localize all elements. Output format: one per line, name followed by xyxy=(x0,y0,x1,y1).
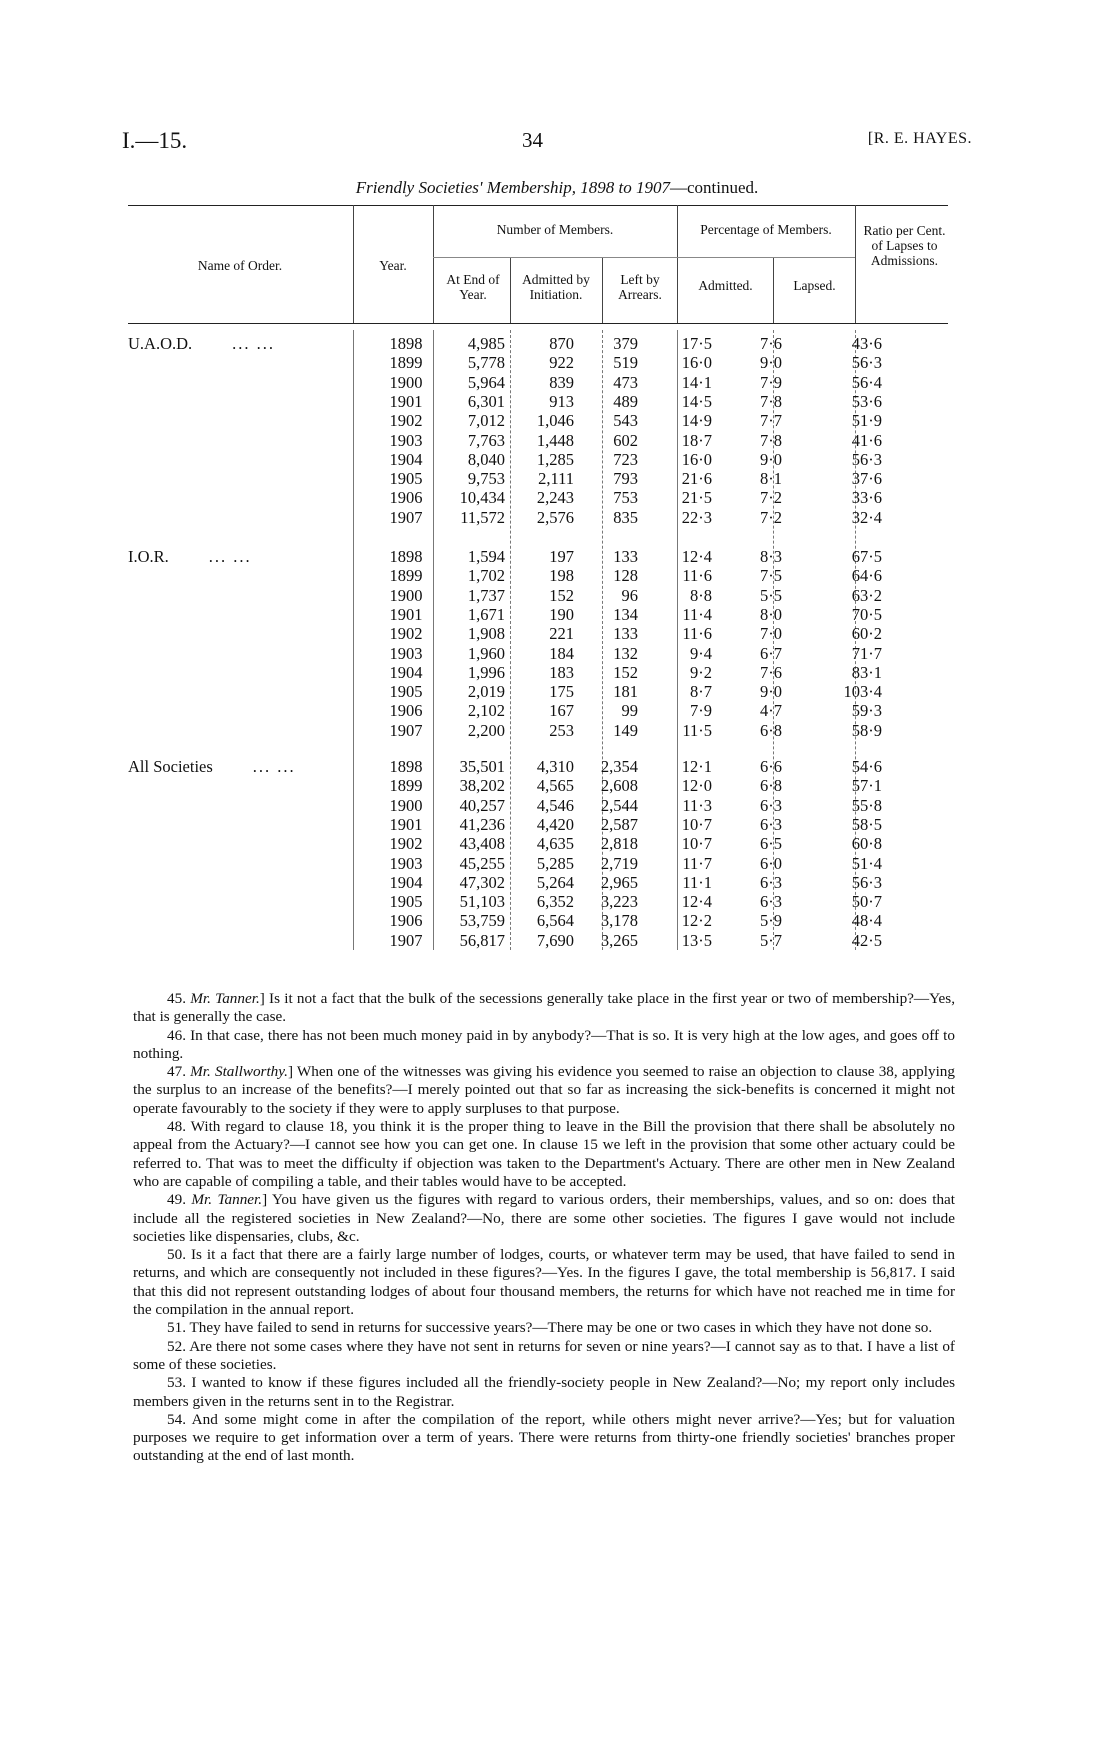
cell-year: 1898 xyxy=(389,757,423,776)
cell-at-end: 1,737 xyxy=(467,585,505,605)
cell-admitted-by-initiation: 1,448 xyxy=(536,430,574,450)
cell-year: 1900 xyxy=(389,795,423,815)
cell-at-end: 35,501 xyxy=(459,757,505,776)
cell-ratio: 57·1 xyxy=(851,776,882,796)
cell-ratio: 50·7 xyxy=(851,892,882,912)
cell-year: 1905 xyxy=(389,469,423,489)
cell-at-end: 43,408 xyxy=(459,834,505,854)
cell-pct-admitted: 12·2 xyxy=(681,911,712,931)
cell-admitted-by-initiation: 7,690 xyxy=(536,930,574,950)
cell-year: 1903 xyxy=(389,853,423,873)
order-name-text: I.O.R. xyxy=(128,547,169,566)
cell-pct-admitted: 7·9 xyxy=(690,701,712,721)
cell-pct-admitted: 12·1 xyxy=(681,757,712,776)
page-number: 34 xyxy=(522,128,543,152)
cell-pct-lapsed: 6·3 xyxy=(760,814,782,834)
cell-year: 1905 xyxy=(389,682,423,702)
question-paragraph xyxy=(133,1191,955,1246)
cell-year: 1901 xyxy=(389,604,423,624)
cell-admitted-by-initiation: 913 xyxy=(549,391,574,411)
cell-left-by-arrears: 519 xyxy=(613,353,638,373)
cell-at-end: 53,759 xyxy=(459,911,505,931)
cell-pct-lapsed: 6·8 xyxy=(760,776,782,796)
paragraph-lead: 54. And some might come in after the compilation of the report, while others might never arrive?—Yes; but for valuation purposes we require to get information over a term of years. There were returns from thirty-one friendly societies' branches proper outstanding at the end of last month. xyxy=(133,1410,955,1465)
cell-ratio: 56·3 xyxy=(851,353,882,373)
cell-year: 1903 xyxy=(389,430,423,450)
cell-left-by-arrears: 149 xyxy=(613,720,638,740)
cell-left-by-arrears: 96 xyxy=(621,585,638,605)
cell-at-end: 6,301 xyxy=(467,391,505,411)
cell-pct-admitted: 16·0 xyxy=(681,353,712,373)
table-row xyxy=(122,431,952,450)
page-header xyxy=(122,128,972,158)
cell-ratio: 56·3 xyxy=(851,872,882,892)
cell-admitted-by-initiation: 2,243 xyxy=(536,488,574,508)
question-paragraph xyxy=(133,1063,955,1118)
cell-year: 1902 xyxy=(389,411,423,431)
leader-dots: ... ... xyxy=(232,334,276,353)
cell-pct-admitted: 11·6 xyxy=(682,566,712,586)
col-header-ratio: Ratio per Cent. of Lapses to Admissions. xyxy=(863,223,946,268)
cell-pct-admitted: 9·4 xyxy=(690,643,712,663)
cell-at-end: 1,702 xyxy=(467,566,505,586)
order-name-text: U.A.O.D. xyxy=(128,334,193,353)
cell-left-by-arrears: 2,965 xyxy=(600,872,638,892)
cell-pct-lapsed: 8·3 xyxy=(760,547,782,566)
cell-left-by-arrears: 132 xyxy=(613,643,638,663)
cell-pct-lapsed: 7·5 xyxy=(760,566,782,586)
question-paragraph xyxy=(133,1319,955,1337)
col-header-lapsed: Lapsed. xyxy=(793,278,836,293)
cell-ratio: 60·8 xyxy=(851,834,882,854)
cell-pct-lapsed: 5·9 xyxy=(760,911,782,931)
cell-pct-lapsed: 8·0 xyxy=(760,604,782,624)
cell-admitted-by-initiation: 4,310 xyxy=(536,757,574,776)
question-paragraph xyxy=(133,1411,955,1466)
cell-left-by-arrears: 181 xyxy=(613,682,638,702)
cell-admitted-by-initiation: 184 xyxy=(549,643,574,663)
table-row xyxy=(122,663,952,682)
cell-year: 1901 xyxy=(389,391,423,411)
cell-admitted-by-initiation: 5,285 xyxy=(536,853,574,873)
col-header-name: Name of Order. xyxy=(197,258,283,273)
cell-pct-lapsed: 7·0 xyxy=(760,624,782,644)
cell-pct-admitted: 11·5 xyxy=(682,720,712,740)
cell-admitted-by-initiation: 221 xyxy=(549,624,574,644)
cell-at-end: 1,996 xyxy=(467,662,505,682)
cell-left-by-arrears: 723 xyxy=(613,449,638,469)
cell-at-end: 9,753 xyxy=(467,469,505,489)
cell-year: 1898 xyxy=(389,334,423,353)
paragraph-lead: 50. Is it a fact that there are a fairly large number of lodges, courts, or whatever term may be used, that have failed to send in returns, and which are consequently not included in these figures?—Yes. In the figures I gave, the total membership is 56,817. I said that this did not represent outstanding lodges of about four thousand members, the returns for which have not reached me in time for the compilation in the annual report. xyxy=(133,1246,955,1319)
cell-at-end: 7,012 xyxy=(467,411,505,431)
cell-ratio: 43·6 xyxy=(851,334,882,353)
cell-pct-lapsed: 7·8 xyxy=(760,430,782,450)
cell-year: 1906 xyxy=(389,701,423,721)
cell-year: 1904 xyxy=(389,662,423,682)
cell-year: 1904 xyxy=(389,449,423,469)
cell-pct-lapsed: 4·7 xyxy=(760,701,782,721)
cell-at-end: 1,671 xyxy=(467,604,505,624)
table-row xyxy=(122,911,952,930)
cell-admitted-by-initiation: 4,420 xyxy=(536,814,574,834)
table-caption-tail: —continued. xyxy=(670,178,759,197)
cell-left-by-arrears: 2,544 xyxy=(600,795,638,815)
paper-reference: I.—15. xyxy=(122,128,188,153)
cell-at-end: 2,019 xyxy=(467,682,505,702)
cell-ratio: 58·9 xyxy=(851,720,882,740)
cell-ratio: 51·9 xyxy=(851,411,882,431)
cell-year: 1899 xyxy=(389,353,423,373)
cell-ratio: 53·6 xyxy=(851,391,882,411)
cell-left-by-arrears: 473 xyxy=(613,372,638,392)
table-row xyxy=(122,508,952,527)
cell-year: 1899 xyxy=(389,776,423,796)
cell-pct-admitted: 12·4 xyxy=(681,892,712,912)
cell-left-by-arrears: 489 xyxy=(613,391,638,411)
table-row xyxy=(122,624,952,643)
cell-admitted-by-initiation: 6,564 xyxy=(536,911,574,931)
cell-at-end: 47,302 xyxy=(459,872,505,892)
cell-pct-lapsed: 6·6 xyxy=(760,757,782,776)
cell-at-end: 5,964 xyxy=(467,372,505,392)
cell-ratio: 103·4 xyxy=(843,682,882,702)
cell-pct-lapsed: 7·6 xyxy=(760,334,782,353)
table-row xyxy=(122,721,952,740)
cell-ratio: 63·2 xyxy=(851,585,882,605)
cell-at-end: 1,960 xyxy=(467,643,505,663)
header-subrule xyxy=(433,257,677,258)
cell-pct-lapsed: 6·5 xyxy=(760,834,782,854)
cell-ratio: 64·6 xyxy=(851,566,882,586)
table-row xyxy=(122,605,952,624)
cell-ratio: 56·3 xyxy=(851,449,882,469)
table-row xyxy=(122,854,952,873)
cell-left-by-arrears: 152 xyxy=(613,662,638,682)
cell-left-by-arrears: 753 xyxy=(613,488,638,508)
cell-pct-admitted: 9·2 xyxy=(690,662,712,682)
cell-at-end: 1,594 xyxy=(467,547,505,566)
cell-left-by-arrears: 2,354 xyxy=(600,757,638,776)
order-name-text: All Societies xyxy=(128,757,213,776)
cell-left-by-arrears: 3,265 xyxy=(600,930,638,950)
cell-year: 1901 xyxy=(389,814,423,834)
cell-pct-lapsed: 7·9 xyxy=(760,372,782,392)
table-row xyxy=(122,776,952,795)
cell-year: 1902 xyxy=(389,834,423,854)
cell-ratio: 56·4 xyxy=(851,372,882,392)
cell-pct-lapsed: 7·7 xyxy=(760,411,782,431)
cell-pct-lapsed: 7·2 xyxy=(760,507,782,527)
paragraph-lead: 52. Are there not some cases where they have not sent in returns for seven or nine years?—I cannot say as to that. I have a list of some of these societies. xyxy=(133,1337,955,1373)
cell-pct-lapsed: 9·0 xyxy=(760,353,782,373)
cell-year: 1906 xyxy=(389,911,423,931)
paragraph-text: ] When one of the witnesses was giving his evidence you seemed to raise an objection to clause 38, applying the surplus to an increase of the benefits?—I merely pointed out that so far as increasing the sick-benefits is concerned it might not operate favourably to the society if they were to apply surpluses to that purpose. xyxy=(133,1063,955,1117)
cell-left-by-arrears: 128 xyxy=(613,566,638,586)
table-row xyxy=(122,334,952,353)
cell-admitted-by-initiation: 5,264 xyxy=(536,872,574,892)
cell-ratio: 58·5 xyxy=(851,814,882,834)
table-header-rule xyxy=(128,323,948,324)
cell-left-by-arrears: 543 xyxy=(613,411,638,431)
header-divider xyxy=(855,205,856,323)
cell-year: 1900 xyxy=(389,372,423,392)
cell-admitted-by-initiation: 190 xyxy=(549,604,574,624)
cell-pct-lapsed: 6·7 xyxy=(760,643,782,663)
table-row xyxy=(122,892,952,911)
cell-ratio: 67·5 xyxy=(851,547,882,566)
table-row xyxy=(122,488,952,507)
cell-admitted-by-initiation: 922 xyxy=(549,353,574,373)
paragraph-lead: 53. I wanted to know if these figures included all the friendly-society people in New Zealand?—No; my report only includes members given in the returns sent in to the Registrar. xyxy=(133,1374,955,1410)
cell-at-end: 2,200 xyxy=(467,720,505,740)
cell-left-by-arrears: 2,719 xyxy=(600,853,638,873)
cell-pct-lapsed: 6·3 xyxy=(760,892,782,912)
cell-pct-lapsed: 6·3 xyxy=(760,795,782,815)
cell-pct-lapsed: 7·6 xyxy=(760,662,782,682)
cell-at-end: 2,102 xyxy=(467,701,505,721)
cell-ratio: 70·5 xyxy=(851,604,882,624)
cell-ratio: 37·6 xyxy=(851,469,882,489)
cell-ratio: 32·4 xyxy=(851,507,882,527)
cell-year: 1899 xyxy=(389,566,423,586)
cell-admitted-by-initiation: 1,285 xyxy=(536,449,574,469)
cell-pct-lapsed: 5·5 xyxy=(760,585,782,605)
cell-pct-lapsed: 9·0 xyxy=(760,682,782,702)
cell-pct-admitted: 10·7 xyxy=(681,814,712,834)
cell-left-by-arrears: 835 xyxy=(613,507,638,527)
cell-pct-admitted: 16·0 xyxy=(681,449,712,469)
cell-year: 1900 xyxy=(389,585,423,605)
speaker-name: Mr. Tanner. xyxy=(190,990,260,1007)
cell-left-by-arrears: 133 xyxy=(613,547,638,566)
col-header-left-by-arrears: Left by Arrears. xyxy=(618,272,662,302)
cell-pct-admitted: 10·7 xyxy=(681,834,712,854)
table-top-rule xyxy=(128,205,948,206)
cell-left-by-arrears: 133 xyxy=(613,624,638,644)
cell-at-end: 40,257 xyxy=(459,795,505,815)
cell-year: 1907 xyxy=(389,507,423,527)
question-paragraph xyxy=(133,1374,955,1411)
cell-year: 1905 xyxy=(389,892,423,912)
cell-left-by-arrears: 2,608 xyxy=(600,776,638,796)
leader-dots: ... ... xyxy=(252,757,296,776)
cell-pct-admitted: 17·5 xyxy=(681,334,712,353)
cell-ratio: 59·3 xyxy=(851,701,882,721)
table-row xyxy=(122,469,952,488)
paragraph-lead: 48. With regard to clause 18, you think it is the proper thing to leave in the Bill the provision that there shall be absolutely no appeal from the Actuary?—I cannot see how you can get one. In clause 15 we left in the provision that some other actuary could be referred to. That was to meet the difficulty if objection was taken to the Department's Actuary. There are other men in New Zealand who are capable of compiling a table, and their tables would have to be accepted. xyxy=(133,1118,955,1190)
cell-at-end: 5,778 xyxy=(467,353,505,373)
cell-left-by-arrears: 134 xyxy=(613,604,638,624)
header-divider xyxy=(353,205,354,323)
table-row xyxy=(122,353,952,372)
cell-at-end: 56,817 xyxy=(459,930,505,950)
cell-admitted-by-initiation: 4,565 xyxy=(536,776,574,796)
cell-pct-admitted: 11·3 xyxy=(682,795,712,815)
header-subrule xyxy=(677,257,855,258)
witness-name: [R. E. HAYES. xyxy=(867,130,972,147)
speaker-name: Mr. Stallworthy. xyxy=(190,1063,288,1081)
cell-admitted-by-initiation: 167 xyxy=(549,701,574,721)
cell-ratio: 42·5 xyxy=(851,930,882,950)
cell-pct-admitted: 21·6 xyxy=(681,469,712,489)
speaker-name: Mr. Tanner. xyxy=(191,1191,263,1209)
table-row xyxy=(122,815,952,834)
cell-admitted-by-initiation: 197 xyxy=(549,547,574,566)
cell-pct-admitted: 11·6 xyxy=(682,624,712,644)
cell-admitted-by-initiation: 198 xyxy=(549,566,574,586)
cell-pct-admitted: 21·5 xyxy=(681,488,712,508)
cell-left-by-arrears: 99 xyxy=(621,701,638,721)
table-row xyxy=(122,701,952,720)
col-header-year: Year. xyxy=(379,258,407,273)
cell-ratio: 41·6 xyxy=(851,430,882,450)
cell-ratio: 51·4 xyxy=(851,853,882,873)
cell-at-end: 41,236 xyxy=(459,814,505,834)
table-caption-title: Friendly Societies' Membership, 1898 to 1907 xyxy=(355,178,670,197)
cell-year: 1902 xyxy=(389,624,423,644)
cell-pct-admitted: 11·1 xyxy=(682,872,712,892)
table-row xyxy=(122,450,952,469)
paragraph-text: ] Is it not a fact that the bulk of the secessions generally take place in the first year or two of membership?—Yes, that is generally the case. xyxy=(133,990,955,1026)
cell-year: 1903 xyxy=(389,643,423,663)
cell-admitted-by-initiation: 4,546 xyxy=(536,795,574,815)
cell-pct-admitted: 11·7 xyxy=(682,853,712,873)
cell-year: 1904 xyxy=(389,872,423,892)
table-row xyxy=(122,392,952,411)
cell-pct-lapsed: 6·0 xyxy=(760,853,782,873)
question-paragraph xyxy=(133,1246,955,1319)
cell-left-by-arrears: 3,223 xyxy=(600,892,638,912)
cell-pct-admitted: 14·9 xyxy=(681,411,712,431)
cell-at-end: 4,985 xyxy=(467,334,505,353)
cell-year: 1906 xyxy=(389,488,423,508)
cell-pct-admitted: 11·4 xyxy=(682,604,712,624)
leader-dots: ... ... xyxy=(208,547,252,566)
cell-pct-admitted: 14·1 xyxy=(681,372,712,392)
cell-ratio: 60·2 xyxy=(851,624,882,644)
table-row xyxy=(122,682,952,701)
cell-ratio: 54·6 xyxy=(851,757,882,776)
cell-pct-lapsed: 6·3 xyxy=(760,872,782,892)
cell-at-end: 45,255 xyxy=(459,853,505,873)
cell-admitted-by-initiation: 2,576 xyxy=(536,507,574,527)
cell-admitted-by-initiation: 4,635 xyxy=(536,834,574,854)
cell-at-end: 1,908 xyxy=(467,624,505,644)
cell-ratio: 33·6 xyxy=(851,488,882,508)
cell-pct-lapsed: 5·7 xyxy=(760,930,782,950)
table-row xyxy=(122,373,952,392)
cell-left-by-arrears: 2,818 xyxy=(600,834,638,854)
table-row xyxy=(122,644,952,663)
col-header-admitted: Admitted. xyxy=(698,278,753,293)
cell-pct-lapsed: 7·2 xyxy=(760,488,782,508)
cell-at-end: 38,202 xyxy=(459,776,505,796)
table-row xyxy=(122,873,952,892)
table-row xyxy=(122,411,952,430)
cell-year: 1907 xyxy=(389,930,423,950)
paragraph-lead: 51. They have failed to send in returns for successive years?—There may be one or two cases in which they have not done so. xyxy=(167,1319,933,1337)
cell-admitted-by-initiation: 2,111 xyxy=(538,469,574,489)
paragraph-lead: 46. In that case, there has not been much money paid in by anybody?—That is so. It is very high at the low ages, and goes off to nothing. xyxy=(133,1026,955,1062)
cell-pct-lapsed: 9·0 xyxy=(760,449,782,469)
col-header-number-of-members: Number of Members. xyxy=(496,222,614,237)
cell-at-end: 51,103 xyxy=(459,892,505,912)
cell-ratio: 55·8 xyxy=(851,795,882,815)
evidence-text xyxy=(133,990,955,1466)
cell-admitted-by-initiation: 6,352 xyxy=(536,892,574,912)
question-paragraph xyxy=(133,1027,955,1064)
paragraph-lead: 47. xyxy=(167,1063,191,1081)
cell-ratio: 48·4 xyxy=(851,911,882,931)
paragraph-text: ] You have given us the figures with regard to various orders, their memberships, values, and so on: does that include all the registered societies in New Zealand?—No, there are some other societies. The figures I gave would not include societies like dispensaries, clubs, &c. xyxy=(133,1191,956,1245)
cell-pct-admitted: 18·7 xyxy=(681,430,712,450)
cell-left-by-arrears: 3,178 xyxy=(600,911,638,931)
question-paragraph xyxy=(133,990,955,1027)
cell-at-end: 7,763 xyxy=(467,430,505,450)
cell-left-by-arrears: 379 xyxy=(613,334,638,353)
col-header-at-end: At End of Year. xyxy=(446,272,500,302)
cell-left-by-arrears: 602 xyxy=(613,430,638,450)
cell-year: 1907 xyxy=(389,720,423,740)
cell-admitted-by-initiation: 175 xyxy=(549,682,574,702)
question-paragraph xyxy=(133,1338,955,1375)
table-row xyxy=(122,931,952,950)
cell-year: 1898 xyxy=(389,547,423,566)
cell-at-end: 8,040 xyxy=(467,449,505,469)
cell-at-end: 11,572 xyxy=(460,507,505,527)
cell-pct-admitted: 14·5 xyxy=(681,391,712,411)
cell-pct-admitted: 22·3 xyxy=(681,507,712,527)
table-row xyxy=(122,566,952,585)
cell-pct-lapsed: 7·8 xyxy=(760,391,782,411)
question-paragraph xyxy=(133,1118,955,1191)
table-row xyxy=(122,834,952,853)
cell-pct-admitted: 8·7 xyxy=(690,682,712,702)
paragraph-lead: 45. xyxy=(167,990,191,1007)
cell-pct-admitted: 12·0 xyxy=(681,776,712,796)
cell-pct-admitted: 12·4 xyxy=(681,547,712,566)
cell-pct-admitted: 13·5 xyxy=(681,930,712,950)
table-row xyxy=(122,547,952,566)
table-row xyxy=(122,757,952,776)
paragraph-lead: 49. xyxy=(167,1191,192,1209)
cell-admitted-by-initiation: 183 xyxy=(549,662,574,682)
col-header-percentage-of-members: Percentage of Members. xyxy=(700,222,832,237)
cell-admitted-by-initiation: 839 xyxy=(549,372,574,392)
cell-pct-lapsed: 8·1 xyxy=(760,469,782,489)
cell-admitted-by-initiation: 152 xyxy=(549,585,574,605)
cell-ratio: 71·7 xyxy=(851,643,882,663)
cell-pct-admitted: 8·8 xyxy=(690,585,712,605)
table-caption xyxy=(0,178,1114,198)
cell-left-by-arrears: 2,587 xyxy=(600,814,638,834)
col-header-admitted-by-initiation: Admitted by Initiation. xyxy=(522,272,590,302)
cell-pct-lapsed: 6·8 xyxy=(760,720,782,740)
cell-admitted-by-initiation: 1,046 xyxy=(536,411,574,431)
cell-ratio: 83·1 xyxy=(851,662,882,682)
cell-admitted-by-initiation: 253 xyxy=(549,720,574,740)
cell-left-by-arrears: 793 xyxy=(613,469,638,489)
table-row xyxy=(122,586,952,605)
cell-admitted-by-initiation: 870 xyxy=(549,334,574,353)
table-row xyxy=(122,796,952,815)
cell-at-end: 10,434 xyxy=(459,488,505,508)
